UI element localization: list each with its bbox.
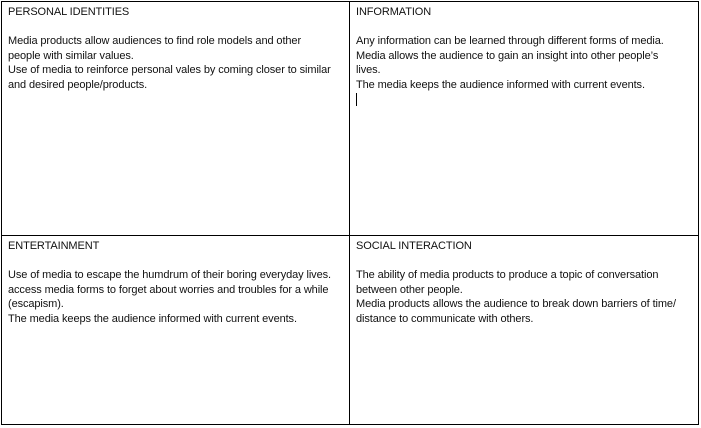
- cell-text-line: Media products allow audiences to find role models and other: [8, 35, 302, 48]
- cell-text-line: Media products allows the audience to break down barriers of time/: [356, 298, 676, 311]
- cell-heading: SOCIAL INTERACTION: [356, 240, 472, 252]
- cell-heading: INFORMATION: [356, 6, 432, 18]
- cell-text-line: and desired people/products.: [8, 78, 148, 91]
- cell-heading: PERSONAL IDENTITIES: [8, 6, 130, 18]
- text-caret: [356, 93, 357, 106]
- table-cell-information[interactable]: [350, 2, 698, 236]
- cell-text-line: Any information can be learned through different forms of media.: [356, 35, 664, 48]
- table-cell-entertainment[interactable]: [2, 236, 350, 424]
- cell-text-line: (escapism).: [8, 298, 64, 311]
- table-cell-personal-identities[interactable]: [2, 2, 350, 236]
- cell-text-line: Use of media to escape the humdrum of their boring everyday lives.: [8, 269, 331, 282]
- text-cursor: [356, 93, 692, 108]
- media-uses-table: [1, 1, 699, 425]
- cell-text-line: between other people.: [356, 283, 463, 296]
- cell-text-line: distance to communicate with others.: [356, 312, 534, 325]
- cell-text-line: The media keeps the audience informed with current events.: [356, 78, 645, 91]
- cell-text-line: people with similar values.: [8, 49, 134, 62]
- cell-text-line: access media forms to forget about worries and troubles for a while: [8, 283, 329, 296]
- cell-text-line: lives.: [356, 64, 381, 77]
- cell-heading: ENTERTAINMENT: [8, 240, 100, 252]
- cell-text-line: Use of media to reinforce personal vales by coming closer to similar: [8, 64, 331, 77]
- cell-text-line: The media keeps the audience informed with current events.: [8, 312, 297, 325]
- table-cell-social-interaction[interactable]: [350, 236, 698, 424]
- cell-text-line: The ability of media products to produce a topic of conversation: [356, 269, 659, 282]
- cell-text-line: Media allows the audience to gain an insight into other people’s: [356, 49, 659, 62]
